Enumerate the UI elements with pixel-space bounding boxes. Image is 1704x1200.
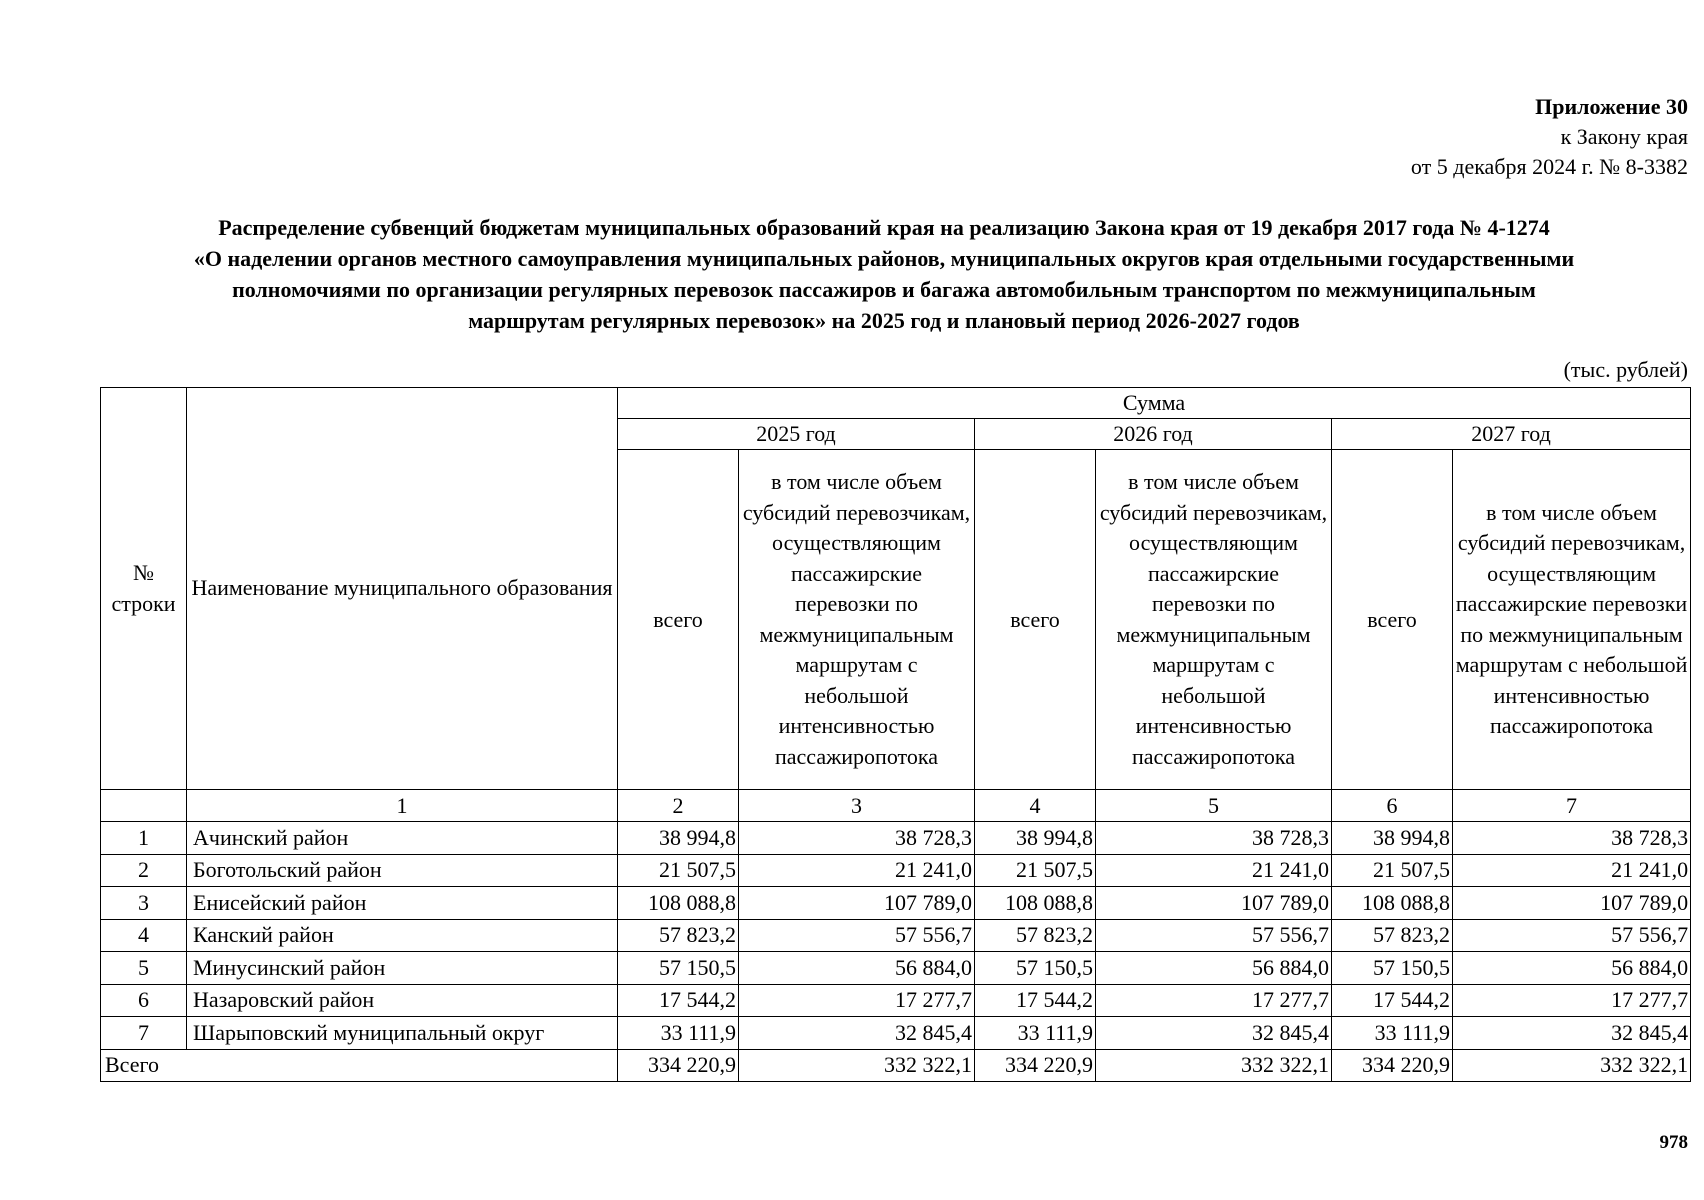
cell-value: 57 823,2 [618,919,739,952]
cell-value: 57 150,5 [975,952,1096,985]
header-subsidy-2025: в том числе объем субсидий перевозчикам, осуществляющим пассажирские перевозки по межмуниципальным маршрутам с небольшой интенсивностью пассажиропотока [739,450,975,790]
cell-value: 33 111,9 [618,1017,739,1050]
cell-value: 17 544,2 [1332,984,1453,1017]
municipality-name: Ачинский район [187,822,618,855]
municipality-name: Канский район [187,919,618,952]
column-number: 6 [1332,790,1453,822]
municipality-name: Назаровский район [187,984,618,1017]
table-row [101,887,1691,920]
header-total-2026: всего [975,450,1096,790]
cell-value: 56 884,0 [739,952,975,985]
header-municipality-name: Наименование муниципального образования [187,388,618,790]
cell-value: 38 994,8 [1332,822,1453,855]
header-subsidy-2026: в том числе объем субсидий перевозчикам, осуществляющим пассажирские перевозки по межмуниципальным маршрутам с небольшой интенсивностью пассажиропотока [1096,450,1332,790]
header-year-2026: 2026 год [975,419,1332,450]
column-number: 7 [1453,790,1691,822]
appendix-law-date: от 5 декабря 2024 г. № 8-3382 [1410,154,1688,179]
cell-value: 57 556,7 [739,919,975,952]
cell-value: 107 789,0 [739,887,975,920]
cell-value: 32 845,4 [1453,1017,1691,1050]
cell-value: 38 728,3 [1453,822,1691,855]
cell-value: 57 823,2 [975,919,1096,952]
municipality-name: Минусинский район [187,952,618,985]
column-number: 3 [739,790,975,822]
column-number-row [101,790,1691,822]
header-total-2025: всего [618,450,739,790]
row-number: 4 [101,919,187,952]
units-label: (тыс. рублей) [1563,357,1688,382]
municipality-name: Боготольский район [187,854,618,887]
header-row-number: № строки [101,388,187,790]
cell-value: 108 088,8 [1332,887,1453,920]
cell-value: 32 845,4 [739,1017,975,1050]
cell-value: 38 994,8 [618,822,739,855]
cell-value: 21 241,0 [1453,854,1691,887]
cell-value: 57 556,7 [1096,919,1332,952]
cell-value: 17 277,7 [1453,984,1691,1017]
row-number: 3 [101,887,187,920]
total-value: 334 220,9 [618,1049,739,1082]
table-row [101,854,1691,887]
row-number: 6 [101,984,187,1017]
cell-value: 56 884,0 [1453,952,1691,985]
title-line-1: Распределение субвенций бюджетам муниципальных образований края на реализацию Закона края от 19 декабря 2017 года № 4-1274 [218,215,1550,240]
cell-value: 21 241,0 [739,854,975,887]
row-number: 2 [101,854,187,887]
cell-value: 38 728,3 [1096,822,1332,855]
total-value: 334 220,9 [975,1049,1096,1082]
cell-value: 21 507,5 [1332,854,1453,887]
cell-value: 33 111,9 [1332,1017,1453,1050]
municipality-name: Енисейский район [187,887,618,920]
title-line-4: маршрутам регулярных перевозок» на 2025 год и плановый период 2026-2027 годов [468,308,1300,333]
page-number: 978 [1659,1132,1688,1153]
table-row [101,984,1691,1017]
appendix-title: Приложение 30 [1535,94,1688,119]
header-year-2025: 2025 год [618,419,975,450]
title-line-2: «О наделении органов местного самоуправления муниципальных районов, муниципальных округов края отдельными государственными [193,246,1575,271]
total-value: 334 220,9 [1332,1049,1453,1082]
cell-value: 21 241,0 [1096,854,1332,887]
cell-value: 33 111,9 [975,1017,1096,1050]
cell-value: 56 884,0 [1096,952,1332,985]
row-number: 1 [101,822,187,855]
column-number-empty [101,790,187,822]
municipality-name: Шарыповский муниципальный округ [187,1017,618,1050]
cell-value: 107 789,0 [1096,887,1332,920]
cell-value: 17 544,2 [975,984,1096,1017]
cell-value: 32 845,4 [1096,1017,1332,1050]
row-number: 5 [101,952,187,985]
cell-value: 57 823,2 [1332,919,1453,952]
cell-value: 108 088,8 [618,887,739,920]
cell-value: 17 277,7 [1096,984,1332,1017]
header-sum: Сумма [618,388,1691,419]
cell-value: 38 994,8 [975,822,1096,855]
cell-value: 21 507,5 [975,854,1096,887]
cell-value: 57 150,5 [1332,952,1453,985]
cell-value: 107 789,0 [1453,887,1691,920]
table-row [101,952,1691,985]
column-number: 5 [1096,790,1332,822]
total-value: 332 322,1 [1453,1049,1691,1082]
document-title [100,212,1668,336]
subvention-table [100,387,1691,1082]
cell-value: 38 728,3 [739,822,975,855]
cell-value: 57 150,5 [618,952,739,985]
total-value: 332 322,1 [1096,1049,1332,1082]
column-number: 4 [975,790,1096,822]
cell-value: 17 544,2 [618,984,739,1017]
header-year-2027: 2027 год [1332,419,1691,450]
row-number: 7 [101,1017,187,1050]
table-row [101,822,1691,855]
cell-value: 108 088,8 [975,887,1096,920]
cell-value: 21 507,5 [618,854,739,887]
table-row [101,1017,1691,1050]
header-subsidy-2027: в том числе объем субсидий перевозчикам, осуществляющим пассажирские перевозки по межмуниципальным маршрутам с небольшой интенсивностью пассажиропотока [1453,450,1691,790]
total-value: 332 322,1 [739,1049,975,1082]
cell-value: 57 556,7 [1453,919,1691,952]
total-label: Всего [101,1049,618,1082]
cell-value: 17 277,7 [739,984,975,1017]
column-number: 1 [187,790,618,822]
total-row [101,1049,1691,1082]
appendix-header [1411,92,1688,182]
table-row [101,919,1691,952]
header-total-2027: всего [1332,450,1453,790]
title-line-3: полномочиями по организации регулярных перевозок пассажиров и багажа автомобильным транспортом по межмуниципальным [232,277,1536,302]
appendix-law-ref: к Закону края [1560,124,1688,149]
column-number: 2 [618,790,739,822]
